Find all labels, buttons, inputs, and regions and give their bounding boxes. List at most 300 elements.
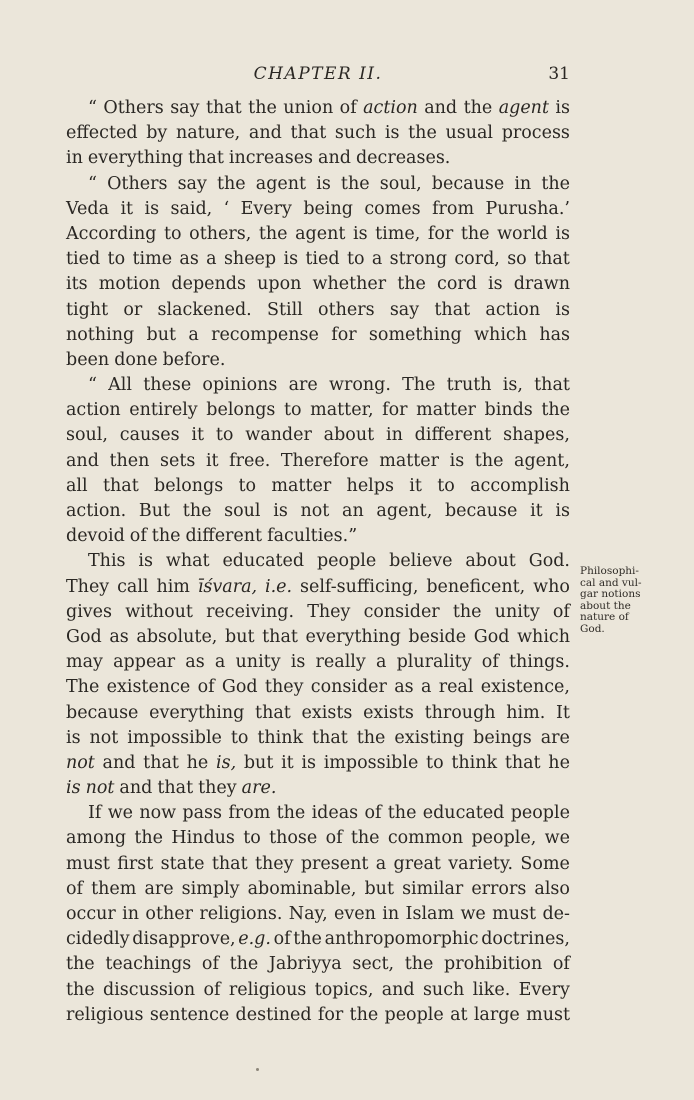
word: variety.: [448, 853, 514, 874]
word: the: [66, 954, 95, 975]
text-line: [66, 675, 570, 700]
word: action.: [66, 501, 127, 521]
word: existence: [106, 677, 191, 698]
text-line: [66, 121, 570, 146]
word: him: [156, 576, 190, 597]
word: that: [205, 98, 242, 118]
word: being: [303, 198, 353, 219]
word: but: [243, 752, 274, 773]
text-line: [66, 474, 570, 499]
word: absolute,: [136, 626, 218, 647]
word: consider: [310, 677, 387, 698]
chapter-title: CHAPTER II.: [253, 64, 383, 84]
word: God: [66, 626, 102, 647]
word: agent,: [376, 501, 433, 521]
word: is: [301, 752, 316, 773]
word: cord,: [454, 249, 500, 270]
word: “: [88, 375, 97, 396]
word: call: [117, 576, 149, 597]
word: of: [325, 828, 343, 849]
word: According: [66, 223, 157, 244]
word: nature,: [175, 123, 241, 144]
word: abominable,: [247, 878, 357, 899]
word: that: [211, 853, 248, 874]
word: in: [514, 173, 532, 194]
word: appear: [113, 652, 176, 673]
word: because: [444, 501, 518, 521]
word: a: [375, 853, 387, 874]
word: Every: [240, 198, 292, 219]
word: to: [426, 752, 444, 773]
word: If: [88, 803, 102, 824]
word: matter: [271, 475, 332, 496]
word: other: [145, 904, 193, 924]
word: whether: [312, 274, 387, 295]
word: people: [316, 551, 377, 572]
word: may: [66, 652, 103, 673]
word: it: [281, 752, 294, 773]
word: that: [434, 299, 471, 320]
word: for: [427, 223, 454, 244]
word: shapes,: [503, 425, 570, 446]
word: that: [255, 702, 291, 723]
text-line: [66, 222, 570, 247]
word: depends: [171, 274, 246, 295]
text-line: [66, 826, 570, 851]
word: religious: [228, 979, 307, 1000]
word: the: [151, 526, 181, 547]
running-head: [66, 62, 570, 86]
word: to: [230, 727, 249, 748]
word: “: [88, 98, 97, 118]
word: of: [201, 954, 219, 975]
word: accomplish: [470, 475, 570, 496]
text-line: [66, 499, 570, 524]
word: e.g.: [238, 929, 271, 950]
word: of: [203, 979, 221, 1000]
word: the: [463, 98, 493, 118]
word: is: [283, 249, 299, 270]
word: īśvara,: [197, 576, 258, 597]
word: for: [317, 1004, 344, 1025]
word: destined: [235, 1004, 312, 1025]
word: Purusha.’: [485, 198, 570, 219]
word: matter: [379, 450, 440, 471]
word: ‘: [223, 198, 230, 219]
word: a: [375, 652, 387, 673]
word: Therefore: [280, 450, 369, 471]
word: cord: [437, 274, 477, 295]
word: impossible: [127, 727, 222, 748]
word: action: [485, 299, 541, 320]
word: who: [533, 576, 570, 597]
word: beneficent,: [426, 576, 526, 597]
word: Islam: [405, 904, 455, 924]
word: unity: [494, 601, 540, 622]
word: believe: [389, 551, 453, 572]
word: effected: [66, 123, 138, 144]
word: God.: [528, 551, 570, 572]
text-line: [66, 701, 570, 726]
margin-note-line: God.: [580, 622, 605, 635]
word: is: [555, 98, 570, 118]
word: to: [238, 475, 257, 496]
word: is: [66, 778, 81, 799]
word: something: [368, 324, 462, 345]
word: the: [387, 803, 417, 824]
word: wander: [245, 425, 312, 446]
word: of: [66, 878, 84, 899]
word: But: [138, 501, 171, 521]
word: the: [356, 727, 386, 748]
word: things.: [508, 652, 570, 673]
word: that: [290, 123, 327, 144]
word: gives: [66, 601, 113, 622]
word: agent,: [514, 450, 570, 471]
word: the: [541, 173, 570, 194]
word: of: [197, 677, 215, 698]
word: such: [334, 123, 377, 144]
word: wrong.: [328, 375, 391, 396]
word: binds: [484, 400, 533, 421]
word: not: [89, 727, 119, 748]
word: Veda: [66, 198, 110, 219]
word: at: [450, 1004, 468, 1025]
word: ideas: [311, 803, 359, 824]
word: to: [243, 828, 261, 849]
word: it: [530, 501, 543, 521]
word: from: [228, 803, 271, 824]
word: is: [273, 501, 288, 521]
word: receiving.: [206, 601, 295, 622]
word: are.: [241, 778, 277, 799]
text-line: [66, 952, 570, 977]
word: that: [188, 148, 224, 169]
word: because: [431, 173, 505, 194]
text-line: [66, 776, 570, 801]
word: is: [449, 450, 465, 471]
word: is: [316, 173, 331, 194]
word: of: [552, 601, 570, 622]
word: sentence: [149, 1004, 230, 1025]
word: the: [541, 400, 570, 421]
text-line: [66, 852, 570, 877]
word: because: [66, 702, 139, 723]
word: strong: [389, 249, 448, 270]
word: also: [534, 878, 570, 899]
word: is: [352, 223, 368, 244]
word: a: [214, 652, 226, 673]
word: soul,: [66, 425, 108, 446]
word: that: [157, 778, 194, 799]
word: The: [402, 375, 436, 396]
text-line: [66, 449, 570, 474]
word: really: [315, 652, 366, 673]
word: They: [307, 601, 351, 622]
word: state: [160, 853, 205, 874]
word: to: [107, 249, 126, 270]
word: i.e.: [264, 576, 293, 597]
word: think: [451, 752, 498, 773]
word: everything: [305, 626, 401, 647]
word: sheep: [223, 249, 277, 270]
body-text: [66, 96, 570, 1028]
word: that: [312, 727, 348, 748]
word: belongs: [154, 475, 224, 496]
word: such: [422, 979, 465, 1000]
word: union: [283, 98, 334, 118]
word: free.: [229, 450, 271, 471]
word: to: [215, 425, 234, 446]
word: is,: [216, 752, 237, 773]
word: existing: [394, 727, 465, 748]
word: but: [225, 626, 255, 647]
word: Hindus: [171, 828, 235, 849]
text-line: [66, 398, 570, 423]
word: soul,: [379, 173, 422, 194]
word: beings: [473, 727, 532, 748]
word: think: [257, 727, 304, 748]
word: it: [205, 450, 219, 471]
text-line: [66, 247, 570, 272]
word: of: [339, 98, 357, 118]
word: before.: [162, 349, 226, 370]
word: action: [363, 98, 418, 118]
word: of: [481, 652, 499, 673]
word: de-: [542, 904, 570, 924]
text-line: [66, 524, 570, 549]
word: the: [474, 450, 504, 471]
word: of: [273, 929, 291, 950]
word: we: [544, 828, 570, 849]
word: different: [185, 526, 263, 547]
word: different: [414, 425, 492, 446]
word: are: [144, 878, 174, 899]
word: cidedly: [66, 929, 130, 950]
word: God: [473, 626, 510, 647]
text-line: [66, 902, 570, 927]
word: the: [229, 954, 259, 975]
word: it: [120, 198, 134, 219]
word: people: [510, 803, 570, 824]
word: real: [438, 677, 474, 698]
word: existence,: [480, 677, 570, 698]
word: they: [264, 677, 304, 698]
text-line: [66, 423, 570, 448]
word: Others: [103, 98, 164, 118]
word: the: [182, 501, 212, 521]
word: that: [504, 752, 541, 773]
word: it: [191, 425, 205, 446]
word: they: [254, 853, 294, 874]
page-number: 31: [548, 64, 570, 84]
word: an: [342, 501, 364, 521]
word: what: [165, 551, 210, 572]
word: in: [385, 425, 403, 446]
word: Nay,: [288, 904, 328, 924]
margin-note: [580, 566, 660, 635]
margin-note-line: cal and vul-: [580, 576, 642, 589]
word: others: [318, 299, 375, 320]
word: the: [397, 274, 426, 295]
word: exists: [301, 702, 353, 723]
word: now: [139, 803, 177, 824]
word: everything: [149, 702, 245, 723]
word: all: [66, 475, 88, 496]
word: is: [384, 123, 400, 144]
word: Every: [518, 979, 570, 1000]
word: the: [276, 803, 306, 824]
word: slackened.: [157, 299, 252, 320]
word: errors: [471, 878, 527, 899]
word: prohibition: [444, 954, 543, 975]
word: entirely: [129, 400, 198, 421]
text-line: [66, 172, 570, 197]
word: the: [350, 828, 380, 849]
paper-speck: [256, 1068, 259, 1071]
text-line: [66, 298, 570, 323]
text-line: [66, 751, 570, 776]
word: that: [143, 752, 179, 773]
text-line: [66, 197, 570, 222]
word: a: [420, 677, 432, 698]
word: usual: [445, 123, 494, 144]
word: increases: [228, 148, 314, 169]
word: Others: [107, 173, 168, 194]
word: It: [555, 702, 570, 723]
word: been: [66, 349, 110, 370]
word: that: [534, 375, 570, 396]
word: and: [66, 450, 99, 471]
word: drawn: [513, 274, 570, 295]
word: has: [539, 324, 570, 345]
word: a: [371, 249, 383, 270]
word: a: [188, 324, 199, 345]
word: it: [409, 475, 422, 496]
word: discussion: [102, 979, 196, 1000]
word: is: [138, 551, 153, 572]
word: opinions: [202, 375, 278, 396]
word: they: [198, 778, 237, 799]
word: of: [364, 803, 382, 824]
word: the: [66, 979, 95, 1000]
word: self-sufficing,: [299, 576, 419, 597]
word: time,: [375, 223, 421, 244]
word: as: [109, 626, 129, 647]
word: not: [66, 752, 95, 773]
word: of: [129, 526, 147, 547]
word: pass: [182, 803, 223, 824]
word: the: [452, 601, 482, 622]
word: educated: [422, 803, 505, 824]
word: he: [186, 752, 209, 773]
word: This: [88, 551, 126, 572]
word: tight: [66, 299, 109, 320]
word: matter,: [310, 400, 374, 421]
text-line: [66, 373, 570, 398]
word: religious: [66, 1004, 144, 1025]
word: the: [404, 954, 434, 975]
word: is: [555, 223, 570, 244]
word: recompense: [211, 324, 319, 345]
margin-note-line: gar notions: [580, 588, 641, 600]
word: the: [134, 828, 164, 849]
text-line: [66, 726, 570, 751]
word: topics,: [314, 979, 374, 1000]
text-line: [66, 348, 570, 373]
word: anthropomorphic: [324, 929, 479, 950]
word: or: [123, 299, 143, 320]
word: unity: [235, 652, 281, 673]
word: the: [258, 223, 288, 244]
word: educated: [222, 551, 305, 572]
word: and: [119, 778, 153, 799]
word: plurality: [396, 652, 472, 673]
word: among: [66, 828, 127, 849]
word: doctrines,: [481, 929, 570, 950]
text-line: [66, 978, 570, 1003]
word: in: [66, 148, 83, 169]
word: tied: [305, 249, 340, 270]
word: the: [340, 173, 370, 194]
word: motion: [98, 274, 161, 295]
word: in: [122, 904, 140, 924]
word: these: [143, 375, 192, 396]
word: we: [460, 904, 486, 924]
word: not: [300, 501, 330, 521]
margin-note-line: Philosophi-: [580, 565, 639, 577]
word: All: [108, 375, 132, 396]
word: Still: [266, 299, 303, 320]
word: are: [540, 727, 570, 748]
word: exists: [363, 702, 414, 723]
text-line: [66, 600, 570, 625]
word: matter: [416, 400, 476, 421]
word: them: [91, 878, 137, 899]
word: belongs: [206, 400, 276, 421]
word: soul: [224, 501, 261, 521]
word: then: [109, 450, 150, 471]
word: say: [170, 98, 200, 118]
word: but: [364, 878, 394, 899]
word: say: [177, 173, 207, 194]
word: action: [66, 400, 121, 421]
word: we: [107, 803, 134, 824]
word: common: [387, 828, 464, 849]
word: from: [432, 198, 475, 219]
word: must: [526, 1004, 570, 1025]
word: sect,: [352, 954, 395, 975]
word: to: [437, 475, 455, 496]
word: that: [262, 626, 298, 647]
word: teachings: [105, 954, 192, 975]
word: world: [497, 223, 548, 244]
word: a: [206, 249, 217, 270]
word: say: [389, 299, 420, 320]
word: simply: [181, 878, 240, 899]
word: comes: [364, 198, 421, 219]
word: to: [164, 223, 182, 244]
word: first: [117, 853, 154, 874]
word: present: [300, 853, 369, 874]
text-line: [66, 146, 570, 171]
word: occur: [66, 904, 116, 924]
word: the: [248, 98, 277, 118]
word: impossible: [323, 752, 419, 773]
word: Some: [520, 853, 570, 874]
text-line: [66, 575, 570, 600]
word: the: [293, 929, 322, 950]
